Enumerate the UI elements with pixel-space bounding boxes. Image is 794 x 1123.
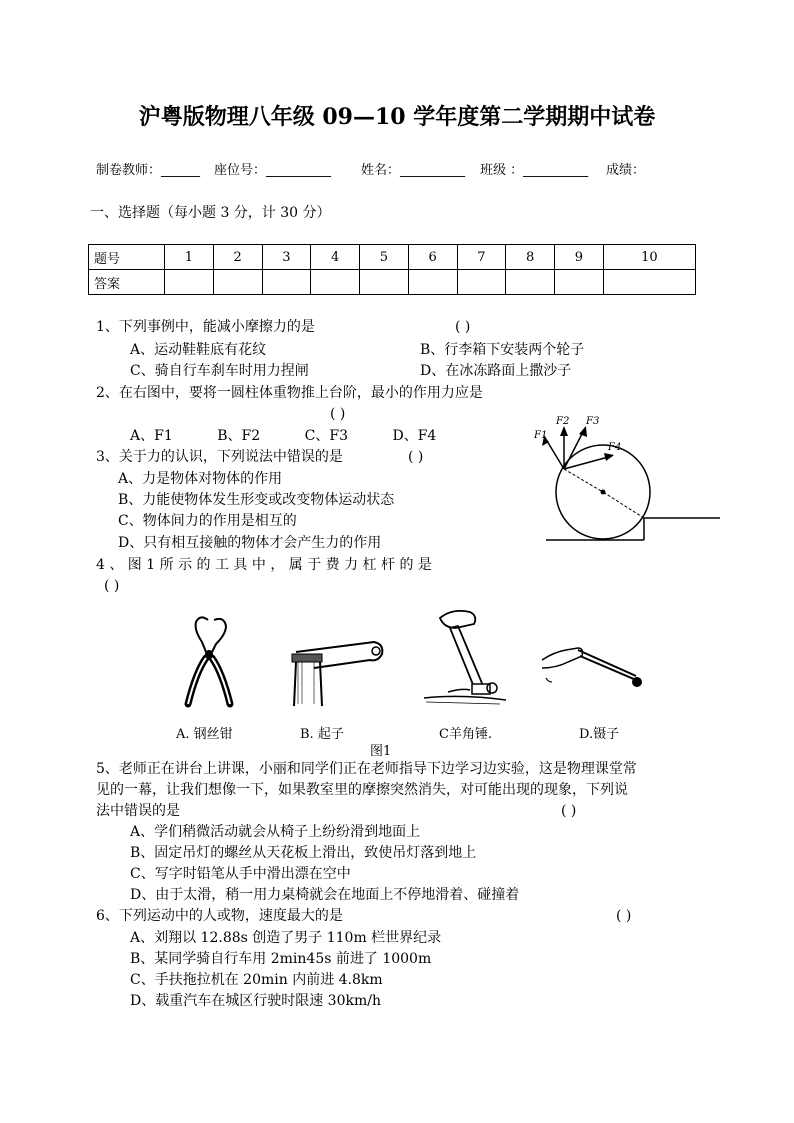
- lever-arm-dashed: [603, 492, 644, 518]
- answer-cell[interactable]: [360, 270, 409, 295]
- q2-options: A、F1 B、F2 C、F3 D、F4: [130, 428, 437, 444]
- q1-stem: 1、下列事例中，能减小摩擦力的是: [96, 319, 315, 335]
- claw-hammer-icon: [422, 604, 508, 710]
- table-cell: 3: [262, 245, 311, 270]
- q3-blank: ( ): [408, 449, 424, 465]
- table-cell: 2: [213, 245, 262, 270]
- tool-caption-b: B. 起子: [300, 727, 344, 742]
- answer-cell[interactable]: [555, 270, 604, 295]
- table-cell: 10: [603, 245, 695, 270]
- force-arrowhead: [604, 453, 614, 461]
- q1-option-b: B、行李箱下安装两个轮子: [420, 342, 585, 358]
- table-cell: 5: [360, 245, 409, 270]
- q2-stem: 2、在右图中，要将一圆柱体重物推上台阶，最小的作用力应是: [96, 385, 483, 401]
- answer-cell[interactable]: [603, 270, 695, 295]
- q5-line-1: 5、老师正在讲台上讲课，小丽和同学们正在老师指导下边学习边实验，这是物理课堂常: [96, 761, 637, 777]
- force-label: F1: [534, 430, 548, 441]
- q3-option-b: B、力能使物体发生形变或改变物体运动状态: [118, 492, 395, 508]
- answer-cell[interactable]: [262, 270, 311, 295]
- force-arrowhead: [579, 426, 587, 437]
- q6-option-c: C、手扶拖拉机在 20min 内前进 4.8km: [130, 972, 383, 988]
- answer-cell[interactable]: [408, 270, 457, 295]
- step-outline: [644, 518, 720, 540]
- answer-cell[interactable]: [506, 270, 555, 295]
- force-label: F4: [608, 442, 622, 453]
- q1-option-c: C、骑自行车刹车时用力捏闸: [130, 363, 309, 379]
- q5-option-c: C、写字时铅笔从手中滑出漂在空中: [130, 866, 351, 882]
- cylinder-step-diagram: [512, 412, 724, 544]
- table-row: [89, 245, 696, 270]
- q6-option-a: A、刘翔以 12.88s 创造了男子 110m 栏世界纪录: [130, 930, 442, 946]
- answer-table: [88, 244, 696, 295]
- q5-blank: ( ): [561, 803, 577, 819]
- q6-option-d: D、载重汽车在城区行驶时限速 30km/h: [130, 993, 381, 1009]
- q5-option-a: A、学们稍微活动就会从椅子上纷纷滑到地面上: [130, 824, 421, 840]
- q3-option-d: D、只有相互接触的物体才会产生力的作用: [118, 535, 382, 551]
- q6-stem: 6、下列运动中的人或物，速度最大的是: [96, 908, 343, 924]
- q5-option-d: D、由于太滑，稍一用力桌椅就会在地面上不停地滑着、碰撞着: [130, 887, 520, 903]
- score-field: 成绩：: [606, 163, 646, 178]
- q1-option-a: A、运动鞋鞋底有花纹: [130, 342, 267, 358]
- table-cell: 7: [457, 245, 506, 270]
- force-label: F2: [556, 416, 570, 427]
- q3-option-a: A、力是物体对物体的作用: [118, 471, 283, 487]
- answer-cell[interactable]: [213, 270, 262, 295]
- table-cell: 8: [506, 245, 555, 270]
- class-field: 班级 ：__________: [480, 163, 589, 178]
- table-cell: 6: [408, 245, 457, 270]
- answer-cell[interactable]: [165, 270, 214, 295]
- name-field: 姓名：__________: [361, 163, 466, 178]
- q4-blank: ( ): [104, 578, 120, 594]
- table-cell: 9: [555, 245, 604, 270]
- row-label: 题号: [89, 245, 165, 270]
- force-arrowhead: [560, 426, 568, 436]
- q4-stem: 4 、 图 1 所 示 的 工 具 中 ， 属 于 费 力 杠 杆 的 是: [96, 557, 432, 573]
- answer-cell[interactable]: [457, 270, 506, 295]
- q3-stem: 3、关于力的认识，下列说法中错误的是: [96, 449, 343, 465]
- table-cell: 4: [311, 245, 360, 270]
- force-label: F3: [586, 416, 600, 427]
- q5-line-3: 法中错误的是: [96, 803, 180, 819]
- page-title: 沪粤版物理八年级 09—10 学年度第二学期期中试卷: [138, 104, 656, 130]
- pliers-icon: [178, 612, 244, 712]
- answer-cell[interactable]: [311, 270, 360, 295]
- q3-option-c: C、物体间力的作用是相互的: [118, 513, 297, 529]
- q1-blank: ( ): [455, 319, 471, 335]
- q2-blank: ( ): [330, 406, 346, 422]
- lever-arm-dashed-2: [564, 469, 603, 492]
- tool-caption-a: A. 钢丝钳: [176, 727, 233, 742]
- q5-line-2: 见的一幕，让我们想像一下，如果教室里的摩擦突然消失，对可能出现的现象，下列说: [96, 782, 628, 798]
- section-heading: 一、选择题（每小题 3 分，计 30 分）: [90, 205, 331, 221]
- bottle-opener-icon: [284, 632, 388, 710]
- tweezers-icon: [538, 638, 646, 694]
- q6-blank: ( ): [616, 908, 632, 924]
- q6-option-b: B、某同学骑自行车用 2min45s 前进了 1000m: [130, 951, 432, 967]
- table-row: [89, 270, 696, 295]
- table-cell: 1: [165, 245, 214, 270]
- q5-option-b: B、固定吊灯的螺丝从天花板上滑出，致使吊灯落到地上: [130, 845, 477, 861]
- tool-caption-c: C羊角锤.: [439, 727, 493, 742]
- row-label: 答案: [89, 270, 165, 295]
- teacher-field: 制卷教师：______: [96, 163, 201, 178]
- figure-caption: 图1: [370, 744, 392, 759]
- tool-caption-d: D.镊子: [579, 727, 620, 742]
- q1-option-d: D、在冰冻路面上撒沙子: [420, 363, 572, 379]
- seat-field: 座位号：__________: [214, 163, 332, 178]
